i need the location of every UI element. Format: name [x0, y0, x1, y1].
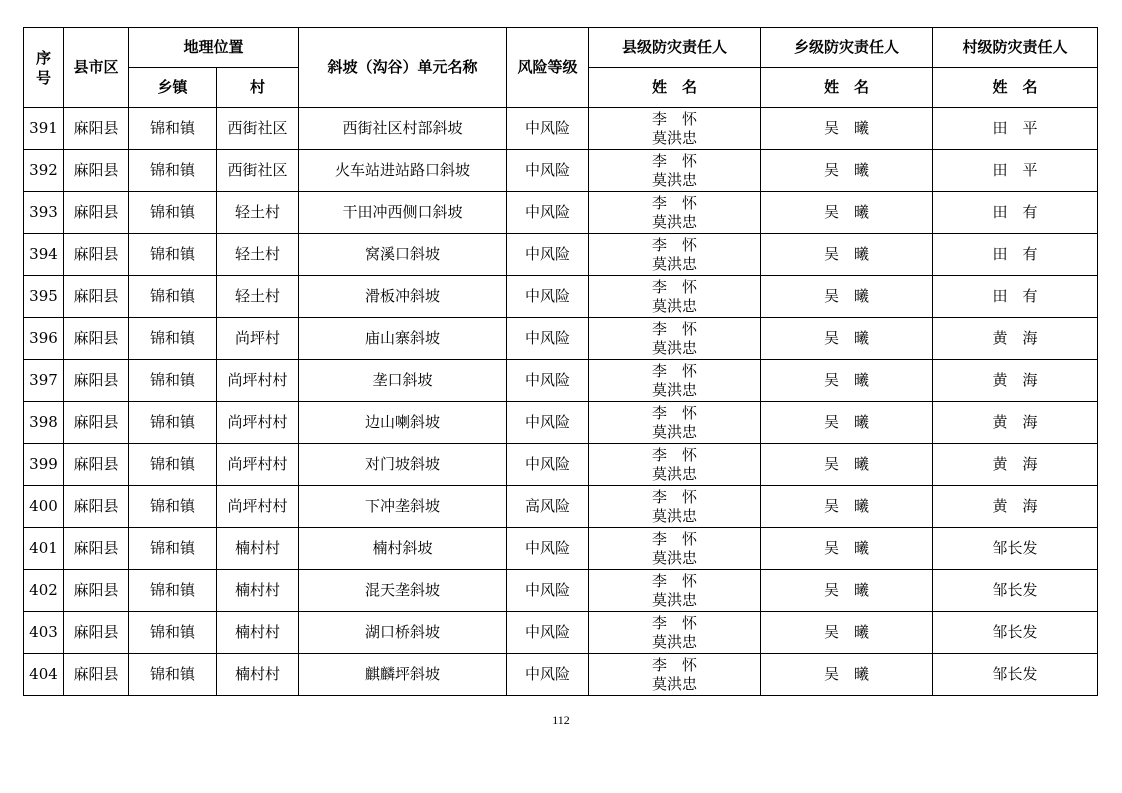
village-leader-cell: 黄 海: [933, 318, 1098, 360]
risk-level-cell: 中风险: [507, 612, 589, 654]
township-cell: 锦和镇: [129, 654, 217, 696]
county-leader-cell: [589, 402, 761, 444]
risk-level-cell: 中风险: [507, 654, 589, 696]
table-row: [24, 192, 1098, 234]
county-leader-cell: [589, 318, 761, 360]
township-leader-cell: 吴 曦: [761, 402, 933, 444]
township-cell: 锦和镇: [129, 150, 217, 192]
seq-cell: 393: [24, 192, 64, 234]
village-leader-header: 村级防灾责任人: [933, 28, 1098, 68]
county-leader-name-2: 莫洪忠: [652, 464, 698, 483]
township-leader-header: 乡级防灾责任人: [761, 28, 933, 68]
risk-level-cell: 中风险: [507, 150, 589, 192]
county-leader-name-1: 李 怀: [652, 361, 698, 380]
village-header: 村: [217, 68, 299, 108]
village-cell: 尚坪村村: [217, 444, 299, 486]
county-leader-name-1: 李 怀: [652, 571, 698, 590]
table-row: [24, 654, 1098, 696]
seq-cell: 398: [24, 402, 64, 444]
village-leader-cell: 黄 海: [933, 360, 1098, 402]
slope-name-cell: 湖口桥斜坡: [299, 612, 507, 654]
risk-level-cell: 中风险: [507, 318, 589, 360]
county-leader-name-1: 李 怀: [652, 655, 698, 674]
county-cell: 麻阳县: [64, 486, 129, 528]
county-leader-name-1: 李 怀: [652, 487, 698, 506]
county-leader-cell: [589, 234, 761, 276]
county-leader-cell: [589, 192, 761, 234]
township-cell: 锦和镇: [129, 360, 217, 402]
risk-level-cell: 中风险: [507, 276, 589, 318]
slope-name-cell: 麒麟坪斜坡: [299, 654, 507, 696]
county-cell: 麻阳县: [64, 444, 129, 486]
table-row: [24, 570, 1098, 612]
village-cell: 西街社区: [217, 150, 299, 192]
county-leader-name-2: 莫洪忠: [652, 170, 698, 189]
table-row: [24, 108, 1098, 150]
village-cell: 尚坪村村: [217, 486, 299, 528]
county-leader-name-1: 李 怀: [652, 529, 698, 548]
village-leader-cell: 田 有: [933, 234, 1098, 276]
township-leader-cell: 吴 曦: [761, 444, 933, 486]
seq-cell: 394: [24, 234, 64, 276]
responsibility-table-container: [23, 27, 1097, 696]
county-cell: 麻阳县: [64, 654, 129, 696]
village-leader-cell: 田 有: [933, 276, 1098, 318]
village-cell: 尚坪村村: [217, 402, 299, 444]
table-row: [24, 486, 1098, 528]
county-leader-name-1: 李 怀: [652, 109, 698, 128]
county-leader-cell: [589, 612, 761, 654]
table-row: [24, 360, 1098, 402]
county-leader-cell: [589, 108, 761, 150]
risk-level-cell: 中风险: [507, 234, 589, 276]
township-leader-cell: 吴 曦: [761, 654, 933, 696]
seq-cell: 399: [24, 444, 64, 486]
county-leader-name-2: 莫洪忠: [652, 422, 698, 441]
slope-name-cell: 对门坡斜坡: [299, 444, 507, 486]
village-cell: 楠村村: [217, 570, 299, 612]
seq-cell: 400: [24, 486, 64, 528]
township-cell: 锦和镇: [129, 444, 217, 486]
village-cell: 西街社区: [217, 108, 299, 150]
county-leader-name-1: 李 怀: [652, 445, 698, 464]
county-leader-cell: [589, 360, 761, 402]
county-cell: 麻阳县: [64, 276, 129, 318]
slope-name-cell: 混天垄斜坡: [299, 570, 507, 612]
township-cell: 锦和镇: [129, 528, 217, 570]
village-leader-cell: 邹长发: [933, 612, 1098, 654]
county-cell: 麻阳县: [64, 150, 129, 192]
table-body: [24, 108, 1098, 696]
seq-cell: 401: [24, 528, 64, 570]
seq-cell: 395: [24, 276, 64, 318]
table-row: [24, 234, 1098, 276]
township-cell: 锦和镇: [129, 486, 217, 528]
slope-name-cell: 火车站进站路口斜坡: [299, 150, 507, 192]
county-leader-cell: [589, 444, 761, 486]
township-leader-cell: 吴 曦: [761, 570, 933, 612]
county-leader-name-2: 莫洪忠: [652, 590, 698, 609]
table-row: [24, 528, 1098, 570]
township-leader-cell: 吴 曦: [761, 528, 933, 570]
village-leader-cell: 田 平: [933, 108, 1098, 150]
township-leader-cell: 吴 曦: [761, 276, 933, 318]
header-row-1: [24, 28, 1098, 68]
table-row: [24, 612, 1098, 654]
township-cell: 锦和镇: [129, 234, 217, 276]
county-leader-cell: [589, 486, 761, 528]
seq-cell: 392: [24, 150, 64, 192]
table-row: [24, 150, 1098, 192]
county-cell: 麻阳县: [64, 570, 129, 612]
county-cell: 麻阳县: [64, 192, 129, 234]
village-cell: 尚坪村: [217, 318, 299, 360]
seq-cell: 397: [24, 360, 64, 402]
table-row: [24, 402, 1098, 444]
county-cell: 麻阳县: [64, 234, 129, 276]
village-leader-name-header: 姓 名: [933, 68, 1098, 108]
county-leader-cell: [589, 150, 761, 192]
risk-level-cell: 中风险: [507, 402, 589, 444]
county-leader-name-2: 莫洪忠: [652, 548, 698, 567]
slope-name-cell: 干田冲西侧口斜坡: [299, 192, 507, 234]
county-cell: 麻阳县: [64, 402, 129, 444]
county-leader-name-1: 李 怀: [652, 403, 698, 422]
township-leader-cell: 吴 曦: [761, 150, 933, 192]
township-cell: 锦和镇: [129, 402, 217, 444]
village-cell: 轻土村: [217, 234, 299, 276]
county-leader-cell: [589, 654, 761, 696]
county-leader-name-2: 莫洪忠: [652, 632, 698, 651]
county-cell: 麻阳县: [64, 360, 129, 402]
seq-cell: 404: [24, 654, 64, 696]
village-leader-cell: 田 平: [933, 150, 1098, 192]
village-leader-cell: 黄 海: [933, 402, 1098, 444]
village-leader-cell: 邹长发: [933, 654, 1098, 696]
slope-name-cell: 边山喇斜坡: [299, 402, 507, 444]
county-leader-name-2: 莫洪忠: [652, 674, 698, 693]
county-cell: 麻阳县: [64, 528, 129, 570]
county-leader-name-1: 李 怀: [652, 277, 698, 296]
table-row: [24, 444, 1098, 486]
village-cell: 楠村村: [217, 612, 299, 654]
slope-name-cell: 窝溪口斜坡: [299, 234, 507, 276]
township-leader-cell: 吴 曦: [761, 108, 933, 150]
seq-header: [24, 28, 64, 108]
slope-name-cell: 滑板冲斜坡: [299, 276, 507, 318]
township-cell: 锦和镇: [129, 192, 217, 234]
geo-location-header: 地理位置: [129, 28, 299, 68]
county-leader-name-2: 莫洪忠: [652, 212, 698, 231]
table-row: [24, 276, 1098, 318]
slope-name-cell: 楠村斜坡: [299, 528, 507, 570]
village-leader-cell: 黄 海: [933, 486, 1098, 528]
county-leader-cell: [589, 528, 761, 570]
risk-level-cell: 中风险: [507, 360, 589, 402]
page-number: 112: [552, 713, 570, 727]
county-leader-name-2: 莫洪忠: [652, 338, 698, 357]
county-leader-name-header: 姓 名: [589, 68, 761, 108]
village-leader-cell: 邹长发: [933, 570, 1098, 612]
county-leader-name-1: 李 怀: [652, 613, 698, 632]
county-cell: 麻阳县: [64, 108, 129, 150]
village-cell: 轻土村: [217, 276, 299, 318]
risk-level-cell: 中风险: [507, 444, 589, 486]
county-leader-name-2: 莫洪忠: [652, 254, 698, 273]
risk-level-cell: 高风险: [507, 486, 589, 528]
county-leader-name-2: 莫洪忠: [652, 380, 698, 399]
slope-name-cell: 下冲垄斜坡: [299, 486, 507, 528]
township-cell: 锦和镇: [129, 108, 217, 150]
county-cell: 麻阳县: [64, 612, 129, 654]
county-cell: 麻阳县: [64, 318, 129, 360]
county-leader-name-2: 莫洪忠: [652, 296, 698, 315]
township-leader-cell: 吴 曦: [761, 360, 933, 402]
responsibility-table: [23, 27, 1098, 696]
table-header: [24, 28, 1098, 108]
township-header: 乡镇: [129, 68, 217, 108]
county-header: 县市区: [64, 28, 129, 108]
county-leader-name-1: 李 怀: [652, 151, 698, 170]
slope-name-cell: 西街社区村部斜坡: [299, 108, 507, 150]
slope-name-header: 斜坡（沟谷）单元名称: [299, 28, 507, 108]
county-leader-name-1: 李 怀: [652, 319, 698, 338]
township-cell: 锦和镇: [129, 612, 217, 654]
risk-level-header: 风险等级: [507, 28, 589, 108]
village-cell: 楠村村: [217, 528, 299, 570]
county-leader-name-2: 莫洪忠: [652, 506, 698, 525]
county-leader-cell: [589, 276, 761, 318]
village-cell: 尚坪村村: [217, 360, 299, 402]
township-cell: 锦和镇: [129, 318, 217, 360]
county-leader-name-1: 李 怀: [652, 193, 698, 212]
township-cell: 锦和镇: [129, 276, 217, 318]
township-leader-cell: 吴 曦: [761, 234, 933, 276]
township-leader-name-header: 姓 名: [761, 68, 933, 108]
township-cell: 锦和镇: [129, 570, 217, 612]
risk-level-cell: 中风险: [507, 570, 589, 612]
township-leader-cell: 吴 曦: [761, 192, 933, 234]
township-leader-cell: 吴 曦: [761, 612, 933, 654]
seq-cell: 402: [24, 570, 64, 612]
risk-level-cell: 中风险: [507, 528, 589, 570]
county-leader-name-1: 李 怀: [652, 235, 698, 254]
slope-name-cell: 垄口斜坡: [299, 360, 507, 402]
table-row: [24, 318, 1098, 360]
village-leader-cell: 黄 海: [933, 444, 1098, 486]
village-cell: 轻土村: [217, 192, 299, 234]
seq-cell: 391: [24, 108, 64, 150]
seq-cell: 396: [24, 318, 64, 360]
seq-cell: 403: [24, 612, 64, 654]
village-leader-cell: 邹长发: [933, 528, 1098, 570]
county-leader-header: 县级防灾责任人: [589, 28, 761, 68]
county-leader-name-2: 莫洪忠: [652, 128, 698, 147]
county-leader-cell: [589, 570, 761, 612]
township-leader-cell: 吴 曦: [761, 486, 933, 528]
seq-header-text: 序号: [35, 48, 51, 87]
township-leader-cell: 吴 曦: [761, 318, 933, 360]
slope-name-cell: 庙山寨斜坡: [299, 318, 507, 360]
village-cell: 楠村村: [217, 654, 299, 696]
risk-level-cell: 中风险: [507, 108, 589, 150]
village-leader-cell: 田 有: [933, 192, 1098, 234]
risk-level-cell: 中风险: [507, 192, 589, 234]
